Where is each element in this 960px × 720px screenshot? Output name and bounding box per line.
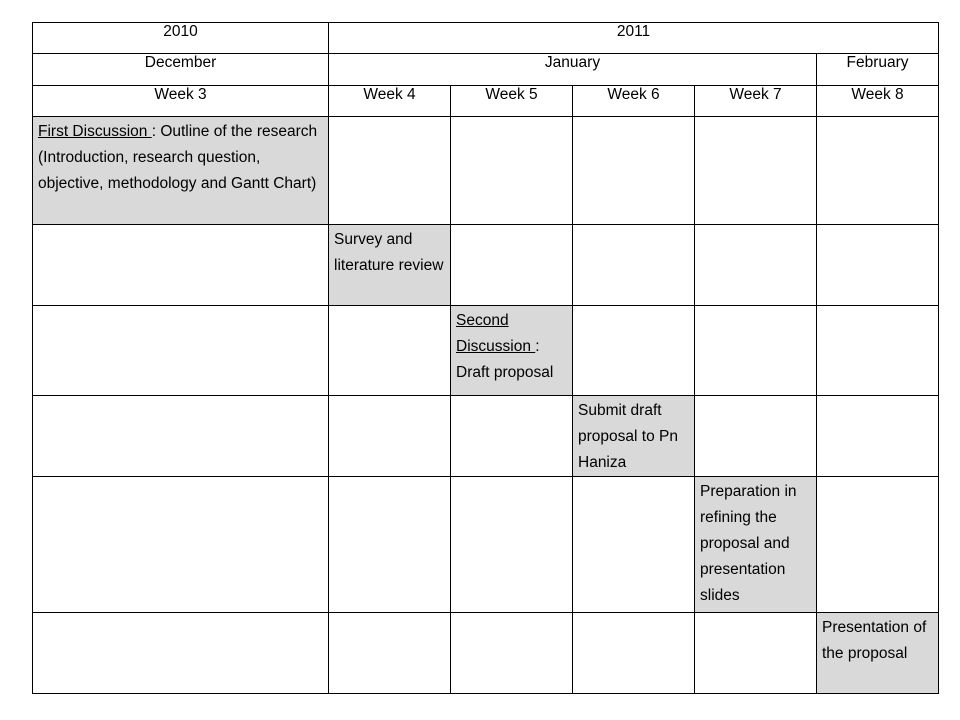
empty-cell [573, 225, 695, 306]
activity-row [33, 117, 939, 225]
empty-cell [451, 396, 573, 477]
week-cell-7: Week 7 [695, 86, 817, 117]
year-cell-2010: 2010 [33, 23, 329, 54]
empty-cell [817, 117, 939, 225]
month-cell-february: February [817, 54, 939, 86]
empty-cell [817, 477, 939, 613]
month-row [33, 54, 939, 86]
activity-bar-cell [817, 613, 939, 694]
activity-label [695, 477, 816, 609]
activity-description: Survey and literature review [334, 231, 444, 274]
year-row [33, 23, 939, 54]
activity-description: Submit draft proposal to Pn Haniza [578, 402, 678, 471]
empty-cell [329, 477, 451, 613]
empty-cell [329, 306, 451, 396]
empty-cell [817, 306, 939, 396]
gantt-chart-table [32, 22, 939, 694]
month-cell-december: December [33, 54, 329, 86]
week-row [33, 86, 939, 117]
empty-cell [573, 306, 695, 396]
empty-cell [451, 477, 573, 613]
empty-cell [33, 225, 329, 306]
activity-label [329, 225, 450, 279]
activity-label [573, 396, 694, 476]
empty-cell [33, 477, 329, 613]
activity-description: Presentation of the proposal [822, 619, 927, 662]
activity-description: Draft proposal [456, 364, 554, 381]
empty-cell [329, 613, 451, 694]
week-cell-3: Week 3 [33, 86, 329, 117]
week-cell-8: Week 8 [817, 86, 939, 117]
activity-row [33, 225, 939, 306]
empty-cell [695, 306, 817, 396]
activity-bar-cell [695, 477, 817, 613]
activity-label [33, 117, 328, 197]
week-cell-6: Week 6 [573, 86, 695, 117]
activity-label [817, 613, 938, 667]
empty-cell [33, 306, 329, 396]
activity-title: First Discussion [38, 123, 152, 140]
empty-cell [695, 225, 817, 306]
empty-cell [695, 613, 817, 694]
activity-row [33, 396, 939, 477]
year-cell-2011: 2011 [329, 23, 939, 54]
activity-separator: : [535, 338, 540, 355]
activity-bar-cell [451, 306, 573, 396]
empty-cell [817, 225, 939, 306]
empty-cell [451, 117, 573, 225]
week-cell-4: Week 4 [329, 86, 451, 117]
activity-separator: : [151, 123, 161, 140]
activity-bar-cell [573, 396, 695, 477]
activity-label [451, 306, 572, 386]
empty-cell [329, 396, 451, 477]
activity-description: Outline of the research (Introduction, research question, objective, methodology and Gantt Chart) [38, 123, 318, 192]
empty-cell [33, 396, 329, 477]
activity-description: Preparation in refining the proposal and presentation slides [700, 483, 797, 604]
month-cell-january: January [329, 54, 817, 86]
empty-cell [573, 477, 695, 613]
empty-cell [451, 225, 573, 306]
activity-row [33, 306, 939, 396]
empty-cell [33, 613, 329, 694]
empty-cell [817, 396, 939, 477]
empty-cell [451, 613, 573, 694]
activity-title: Second Discussion [456, 312, 536, 355]
week-cell-5: Week 5 [451, 86, 573, 117]
empty-cell [329, 117, 451, 225]
empty-cell [695, 117, 817, 225]
empty-cell [573, 117, 695, 225]
activity-row [33, 613, 939, 694]
empty-cell [695, 396, 817, 477]
activity-bar-cell [33, 117, 329, 225]
empty-cell [573, 613, 695, 694]
activity-bar-cell [329, 225, 451, 306]
activity-row [33, 477, 939, 613]
